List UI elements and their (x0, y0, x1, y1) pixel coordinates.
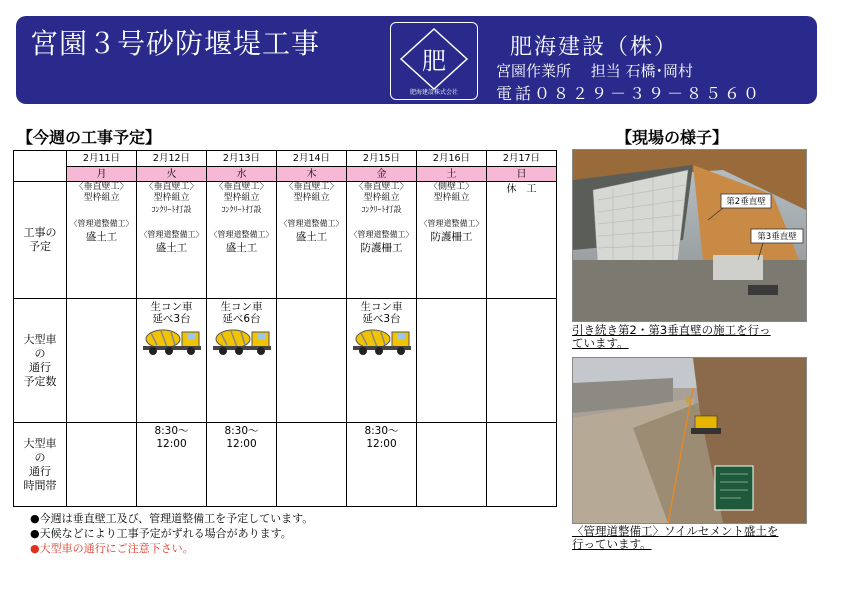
schedule-title: 【今週の工事予定】 (17, 128, 162, 147)
time-cell: 8:30～ 12:00 (137, 423, 207, 507)
weekly-schedule-table (13, 150, 557, 507)
note-line: ●今週は垂直壁工及び、管理道整備工を予定しています。 (30, 512, 314, 525)
company-logo (390, 22, 478, 100)
header-banner (16, 16, 817, 104)
vehicle-cell (67, 299, 137, 423)
time-cell (67, 423, 137, 507)
vehicle-cell (487, 299, 557, 423)
time-row-label: 大型車 の 通行 時間帯 (14, 423, 67, 507)
vehicle-count-row (14, 299, 557, 423)
plan-cell: 〈垂直壁工〉 型枠組立 〈管理道整備工〉 盛土工 (277, 182, 347, 299)
project-title: 宮園３号砂防堰堤工事 (30, 27, 321, 60)
mixer-truck-icon (139, 326, 205, 356)
date-cell: 2月14日 (277, 151, 347, 167)
mixer-truck-icon (209, 326, 275, 356)
weekday-cell: 金 (347, 167, 417, 182)
company-name: 肥海建設（株） (510, 35, 679, 60)
plan-row (14, 182, 557, 299)
corner-cell (14, 151, 67, 182)
vehicle-cell: 生コン車 延べ6台 (207, 299, 277, 423)
date-row (14, 151, 557, 167)
photo-caption-1: 引き続き第2・第3垂直壁の施工を行っ ています。 (572, 323, 771, 350)
plan-cell: 休 工 (487, 182, 557, 299)
photo-caption-2: 〈管理道整備工〉ソイルセメント盛土を 行っています。 (572, 524, 779, 551)
weekday-cell: 水 (207, 167, 277, 182)
time-cell: 8:30～ 12:00 (207, 423, 277, 507)
weekday-cell: 日 (487, 167, 557, 182)
weekday-row (14, 167, 557, 182)
plan-cell: 〈垂直壁工〉 型枠組立 ｺﾝｸﾘｰﾄ打設 〈管理道整備工〉 盛土工 (207, 182, 277, 299)
weekday-cell: 火 (137, 167, 207, 182)
notes (30, 511, 313, 556)
photo-tag-wall-3: 第3垂直壁 (757, 232, 797, 242)
vehicle-row-label: 大型車 の 通行 予定数 (14, 299, 67, 423)
time-cell (487, 423, 557, 507)
plan-cell: 〈垂直壁工〉 型枠組立 ｺﾝｸﾘｰﾄ打設 〈管理道整備工〉 防護柵工 (347, 182, 417, 299)
vehicle-cell: 生コン車 延べ3台 (137, 299, 207, 423)
time-cell: 8:30～ 12:00 (347, 423, 417, 507)
vehicle-cell (417, 299, 487, 423)
date-cell: 2月13日 (207, 151, 277, 167)
date-cell: 2月11日 (67, 151, 137, 167)
plan-row-label: 工事の 予定 (14, 182, 67, 299)
plan-cell: 〈垂直壁工〉 型枠組立 〈管理道整備工〉 盛土工 (67, 182, 137, 299)
date-cell: 2月17日 (487, 151, 557, 167)
site-title: 【現場の様子】 (616, 128, 729, 147)
site-photo-road (572, 357, 807, 524)
weekday-cell: 月 (67, 167, 137, 182)
mixer-truck-icon (349, 326, 415, 356)
photo-tag-wall-2: 第2垂直壁 (726, 197, 766, 207)
note-line: ●天候などにより工事予定がずれる場合があります。 (30, 527, 292, 540)
vehicle-cell: 生コン車 延べ3台 (347, 299, 417, 423)
plan-cell: 〈垂直壁工〉 型枠組立 ｺﾝｸﾘｰﾄ打設 〈管理道整備工〉 盛土工 (137, 182, 207, 299)
plan-cell: 〈側壁工〉 型枠組立 〈管理道整備工〉 防護柵工 (417, 182, 487, 299)
date-cell: 2月16日 (417, 151, 487, 167)
date-cell: 2月15日 (347, 151, 417, 167)
date-cell: 2月12日 (137, 151, 207, 167)
logo-caption: 肥海建設株式会社 (409, 89, 458, 96)
svg-text:肥: 肥 (422, 47, 446, 75)
site-office: 宮園作業所 担当 石橋･岡村 (496, 62, 694, 80)
vehicle-cell (277, 299, 347, 423)
time-cell (417, 423, 487, 507)
time-cell (277, 423, 347, 507)
phone-number: 電話０８２９－３９－８５６０ (496, 84, 763, 103)
warning-note: ●大型車の通行にご注意下さい。 (30, 542, 194, 555)
weekday-cell: 木 (277, 167, 347, 182)
site-photo-dam (572, 149, 807, 322)
vehicle-time-row (14, 423, 557, 507)
weekday-cell: 土 (417, 167, 487, 182)
